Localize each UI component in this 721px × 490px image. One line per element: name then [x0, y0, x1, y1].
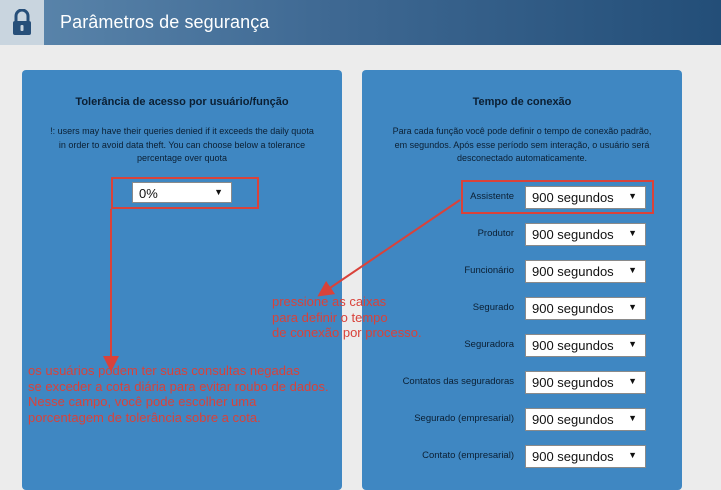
arrow-to-right-note [324, 200, 460, 292]
role-label-segurado-empresarial: Segurado (empresarial) [414, 413, 514, 424]
description-line: em segundos. Após esse período sem interação, o usuário será [394, 139, 650, 150]
timeout-select-value: 900 segundos [532, 412, 614, 427]
role-label-funcionario: Funcionário [464, 265, 514, 276]
description-line: desconectado automaticamente. [456, 153, 588, 163]
dropdown-arrow-icon: ▼ [628, 413, 637, 423]
role-label-contatos-seguradoras: Contatos das seguradoras [402, 376, 514, 387]
dropdown-arrow-icon: ▼ [628, 191, 637, 201]
timeout-select-value: 900 segundos [532, 375, 614, 390]
dropdown-arrow-icon: ▼ [628, 228, 637, 238]
dropdown-arrow-icon: ▼ [628, 265, 637, 275]
role-label-contato-empresarial: Contato (empresarial) [422, 450, 514, 461]
description-line: percentage over quota [136, 153, 228, 163]
timeout-select-value: 900 segundos [532, 449, 614, 464]
timeout-select-value: 900 segundos [532, 227, 614, 242]
annotation-line: para definir o tempo [272, 309, 388, 325]
dropdown-arrow-icon: ▼ [214, 187, 223, 197]
tolerance-select-value: 0% [139, 186, 158, 201]
description-line: Para cada função você pode definir o tempo de conexão padrão, [392, 126, 652, 136]
annotation-line: se exceder a cota diária para evitar roubo de dados. [28, 378, 329, 394]
description-line: in order to avoid data theft. You can choose below a tolerance [58, 139, 306, 150]
annotation-line: os usuários podem ter suas consultas negadas [28, 363, 300, 378]
dropdown-arrow-icon: ▼ [628, 302, 637, 312]
timeout-select-value: 900 segundos [532, 264, 614, 279]
annotation-line: porcentagem de tolerância sobre a cota. [28, 409, 261, 425]
timeout-select-value: 900 segundos [532, 338, 614, 353]
dropdown-arrow-icon: ▼ [628, 376, 637, 386]
connection-time-annotation [272, 294, 422, 341]
access-tolerance-heading: Tolerância de acesso por usuário/função [75, 96, 289, 108]
annotation-line: de conexão por processo. [272, 325, 422, 340]
annotation-line: pressione as caixas [272, 294, 387, 309]
connection-time-heading: Tempo de conexão [472, 96, 572, 108]
page-title: Parâmetros de segurança [60, 12, 270, 32]
annotation-line: Nesse campo, você pode escolher uma [28, 394, 257, 409]
dropdown-arrow-icon: ▼ [628, 450, 637, 460]
dropdown-arrow-icon: ▼ [628, 339, 637, 349]
role-label-produtor: Produtor [477, 228, 514, 239]
role-label-seguradora: Seguradora [464, 339, 514, 350]
timeout-select-value: 900 segundos [532, 301, 614, 316]
description-line: !: users may have their queries denied if it exceeds the daily quota [50, 126, 314, 136]
timeout-select-value: 900 segundos [532, 190, 614, 205]
role-label-assistente: Assistente [470, 191, 514, 202]
tolerance-annotation [28, 363, 329, 425]
role-label-segurado: Segurado [472, 302, 514, 313]
